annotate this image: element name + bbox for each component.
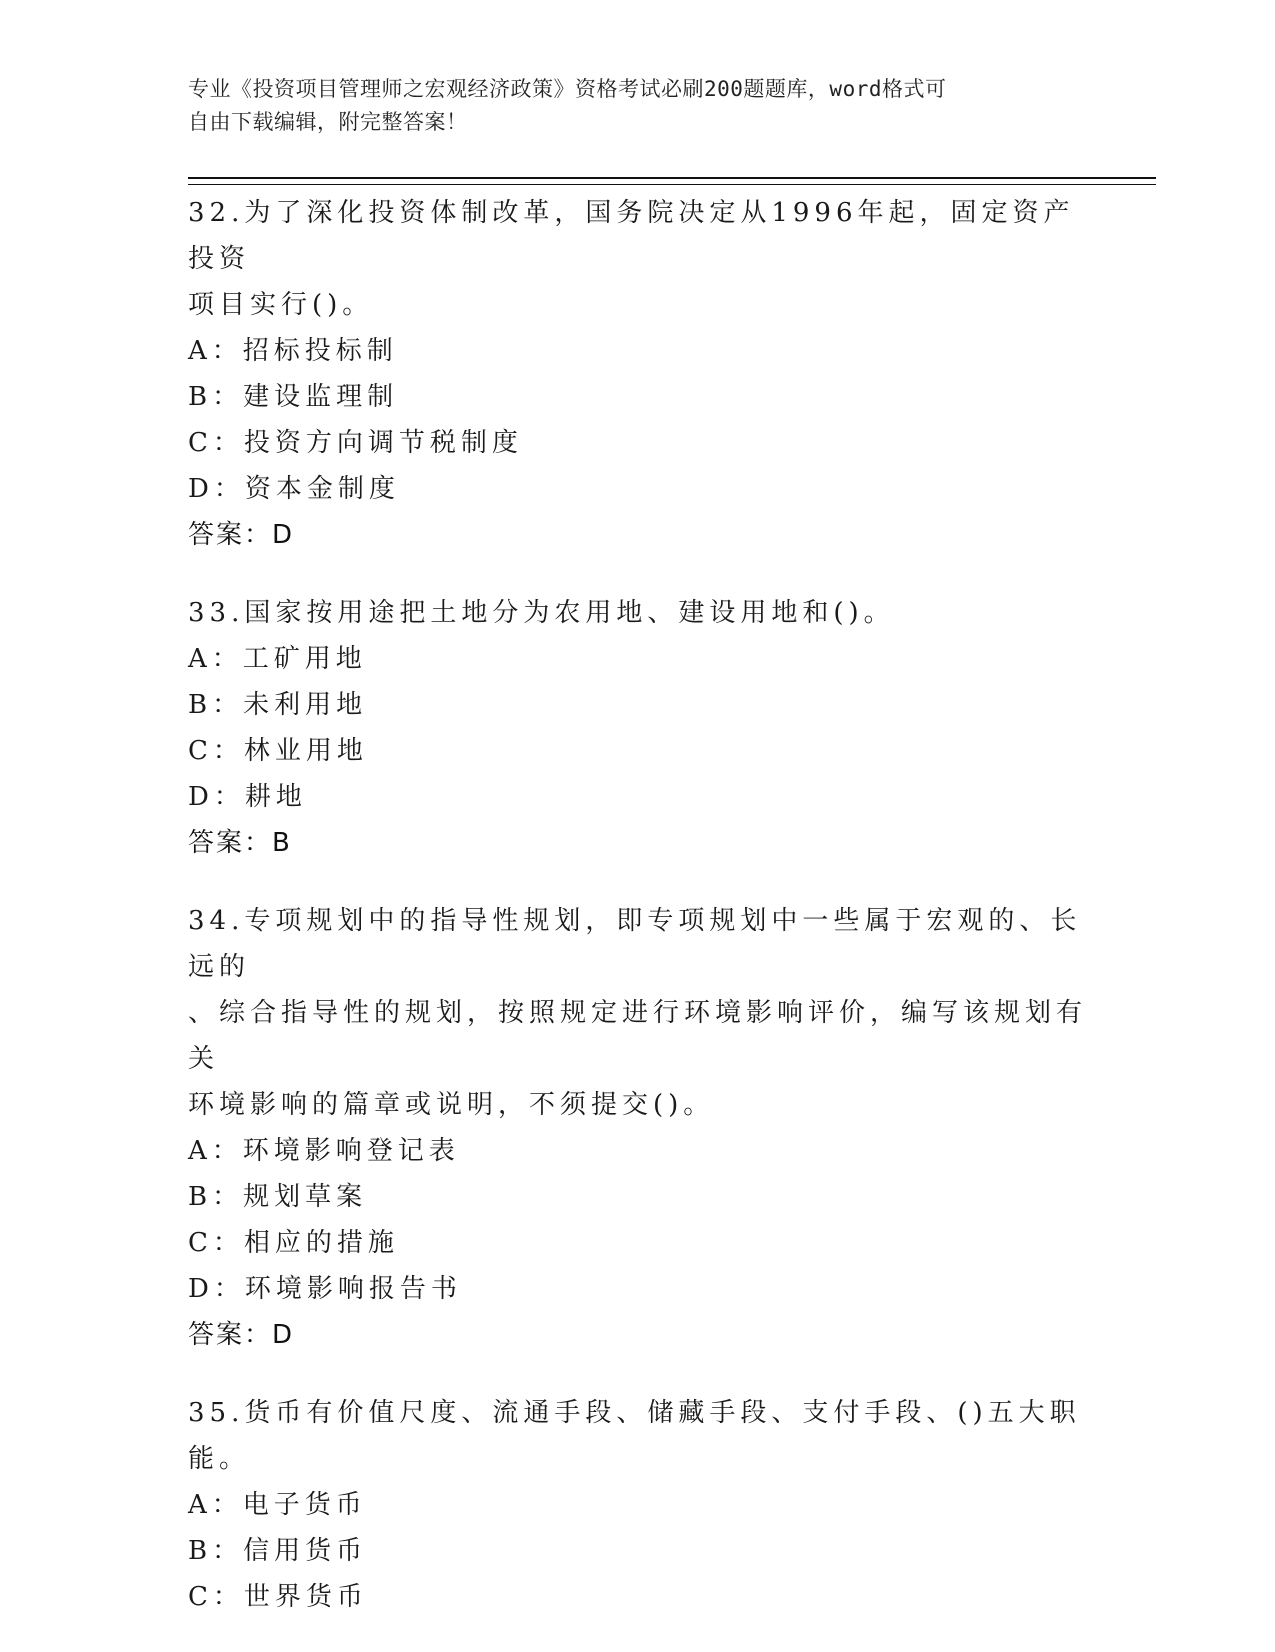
answer-key: 答案：D — [188, 1320, 295, 1350]
answer-option: B：未利用地 — [188, 690, 368, 720]
answer-option: C：世界货币 — [188, 1582, 368, 1612]
question-list — [188, 190, 1088, 1652]
answer-option: B：信用货币 — [188, 1536, 368, 1566]
answer-option: A：环境影响登记表 — [188, 1136, 460, 1166]
answer-option: D：资本金制度 — [188, 474, 400, 504]
answer-option: A：招标投标制 — [188, 336, 398, 366]
question-stem-line: 32.为了深化投资体制改革，国务院决定从1996年起，固定资产投资 — [188, 198, 1075, 274]
answer-option: C：相应的措施 — [188, 1228, 399, 1258]
header-divider-thin — [188, 184, 1156, 185]
answer-option: B：建设监理制 — [188, 382, 399, 412]
answer-option: A：电子货币 — [188, 1490, 367, 1520]
answer-key: 答案：D — [188, 520, 295, 550]
answer-option: D：耕地 — [188, 782, 307, 812]
question-block — [188, 590, 1088, 866]
header-divider-thick — [188, 177, 1156, 179]
header-line-1: 专业《投资项目管理师之宏观经济政策》资格考试必刷200题题库，word格式可 — [188, 77, 947, 101]
question-block — [188, 1390, 1088, 1620]
answer-option: D：环境影响报告书 — [188, 1274, 462, 1304]
header-line-2: 自由下载编辑，附完整答案！ — [188, 110, 468, 134]
question-stem-line: 33.国家按用途把土地分为农用地、建设用地和()。 — [188, 598, 895, 628]
answer-option: B：规划草案 — [188, 1182, 368, 1212]
document-header — [188, 73, 1068, 139]
answer-option: C：投资方向调节税制度 — [188, 428, 523, 458]
answer-option: A：工矿用地 — [188, 644, 367, 674]
question-stem-line: 34.专项规划中的指导性规划，即专项规划中一些属于宏观的、长远的 — [188, 906, 1082, 982]
answer-option: C：林业用地 — [188, 736, 368, 766]
question-block — [188, 898, 1088, 1358]
question-block — [188, 190, 1088, 558]
question-stem-line: 环境影响的篇章或说明，不须提交()。 — [188, 1090, 715, 1120]
question-stem-line: 35.货币有价值尺度、流通手段、储藏手段、支付手段、()五大职能。 — [188, 1398, 1081, 1474]
question-stem-line: 项目实行()。 — [188, 290, 374, 320]
question-stem-line: 、综合指导性的规划，按照规定进行环境影响评价，编写该规划有关 — [188, 998, 1088, 1074]
answer-key: 答案：B — [188, 828, 292, 858]
